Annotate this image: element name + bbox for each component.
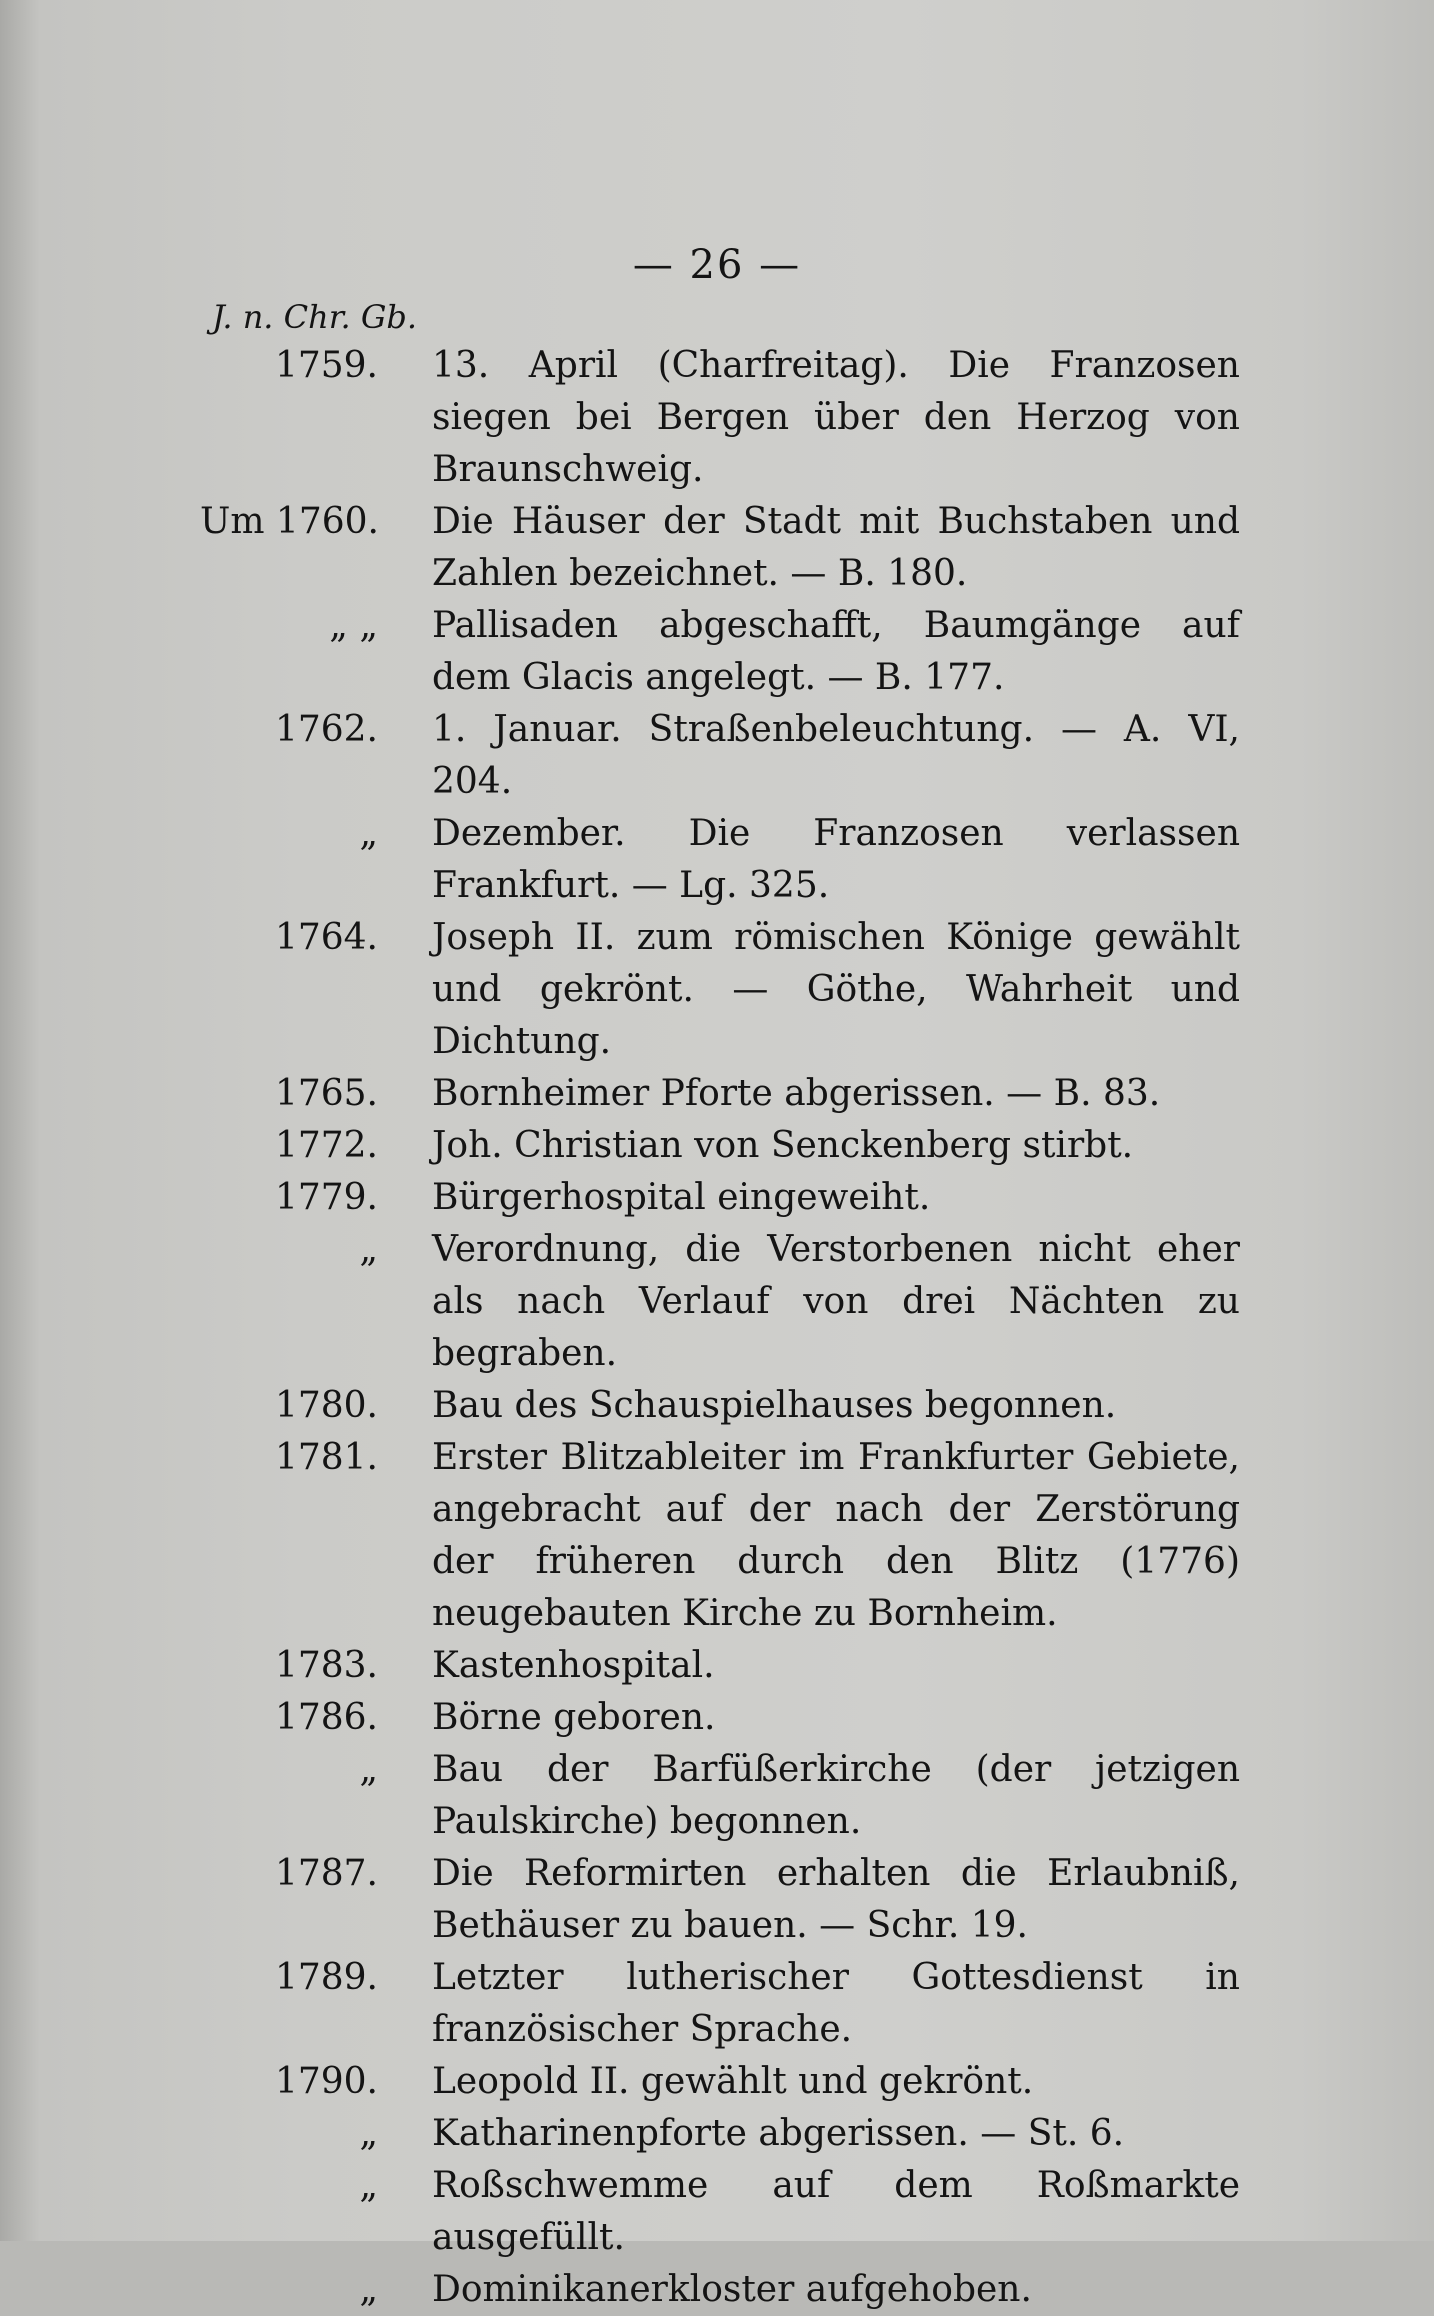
entry-year: „ „ (329, 605, 378, 646)
chronology-entry (200, 912, 1240, 1068)
chronology-entry (200, 1432, 1240, 1640)
entry-year: Um 1760. (200, 501, 379, 542)
chronology-entry (200, 1068, 1240, 1120)
entry-text: Bau der Barfüßerkirche (der jetzigen Paulskirche) begonnen. (432, 1749, 1240, 1842)
entry-year: 1790. (274, 2061, 378, 2102)
entry-text: Bau des Schauspielhauses begonnen. (432, 1385, 1117, 1426)
chronology-entry (200, 2160, 1240, 2264)
entry-year: 1781. (274, 1437, 378, 1478)
chronology-entry (200, 1692, 1240, 1744)
chronology-entry (200, 1744, 1240, 1848)
entry-text: Joh. Christian von Senckenberg stirbt. (432, 1125, 1134, 1166)
chronology-entry (200, 1120, 1240, 1172)
chronology-entry (200, 496, 1240, 600)
chronology-entry (200, 1848, 1240, 1952)
entry-year: 1783. (274, 1645, 378, 1686)
entry-text: Roßschwemme auf dem Roßmarkte ausgefüllt. (432, 2165, 1240, 2258)
entry-year: 1789. (274, 1957, 378, 1998)
entry-text: Die Reformirten erhalten die Erlaubniß, Bethäuser zu bauen. — Schr. 19. (432, 1853, 1240, 1946)
chronology-list (200, 340, 1240, 2316)
entry-year: „ (359, 2165, 378, 2206)
chronology-entry (200, 1952, 1240, 2056)
entry-text: Leopold II. gewählt und gekrönt. (432, 2061, 1034, 2102)
chronology-entry (200, 1640, 1240, 1692)
entry-year: „ (359, 813, 378, 854)
entry-text: Verordnung, die Verstorbenen nicht eher als nach Verlauf von drei Nächten zu begraben. (432, 1229, 1240, 1374)
entry-text: Erster Blitzableiter im Frankfurter Gebiete, angebracht auf der nach der Zerstörung der früheren durch den Blitz (1776) neugebauten Kirche zu Bornheim. (432, 1437, 1240, 1634)
entry-year: „ (359, 1749, 378, 1790)
page-number: — 26 — (632, 242, 802, 288)
chronology-entry (200, 2056, 1240, 2108)
entry-text: Pallisaden abgeschafft, Baumgänge auf dem Glacis angelegt. — B. 177. (432, 605, 1240, 698)
entry-year: 1780. (274, 1385, 378, 1426)
entry-year: „ (359, 1229, 378, 1270)
entry-text: 1. Januar. Straßenbeleuchtung. — A. VI, 204. (432, 709, 1240, 802)
entry-year: „ (359, 2269, 378, 2310)
entry-text: Bürgerhospital eingeweiht. (432, 1177, 931, 1218)
entry-text: Katharinenpforte abgerissen. — St. 6. (432, 2113, 1125, 2154)
chronology-entry (200, 2264, 1240, 2316)
entry-text: Kastenhospital. (432, 1645, 715, 1686)
chronology-entry (200, 704, 1240, 808)
entry-text: Bornheimer Pforte abgerissen. — B. 83. (432, 1073, 1161, 1114)
entry-year: 1786. (274, 1697, 378, 1738)
entry-year: 1762. (274, 709, 378, 750)
entry-text: 13. April (Charfreitag). Die Franzosen siegen bei Bergen über den Herzog von Braunschweig. (432, 345, 1240, 490)
entry-text: Joseph II. zum römischen Könige gewählt und gekrönt. — Göthe, Wahrheit und Dichtung. (432, 917, 1240, 1062)
entry-year: 1765. (274, 1073, 378, 1114)
entry-year: 1764. (274, 917, 378, 958)
entry-text: Dominikanerkloster aufgehoben. (432, 2269, 1032, 2310)
chronology-entry (200, 1224, 1240, 1380)
entry-text: Die Häuser der Stadt mit Buchstaben und Zahlen bezeichnet. — B. 180. (432, 501, 1240, 594)
entry-year: 1787. (274, 1853, 378, 1894)
entry-year: 1779. (274, 1177, 378, 1218)
chronology-entry (200, 340, 1240, 496)
column-header: J. n. Chr. Gb. (212, 298, 418, 336)
entry-year: 1772. (274, 1125, 378, 1166)
chronology-entry (200, 2108, 1240, 2160)
chronology-entry (200, 1172, 1240, 1224)
chronology-entry (200, 1380, 1240, 1432)
entry-text: Letzter lutherischer Gottesdienst in französischer Sprache. (432, 1957, 1240, 2050)
entry-year: „ (359, 2113, 378, 2154)
chronology-entry (200, 808, 1240, 912)
chronology-entry (200, 600, 1240, 704)
entry-year: 1759. (274, 345, 378, 386)
entry-text: Dezember. Die Franzosen verlassen Frankfurt. — Lg. 325. (432, 813, 1240, 906)
entry-text: Börne geboren. (432, 1697, 716, 1738)
